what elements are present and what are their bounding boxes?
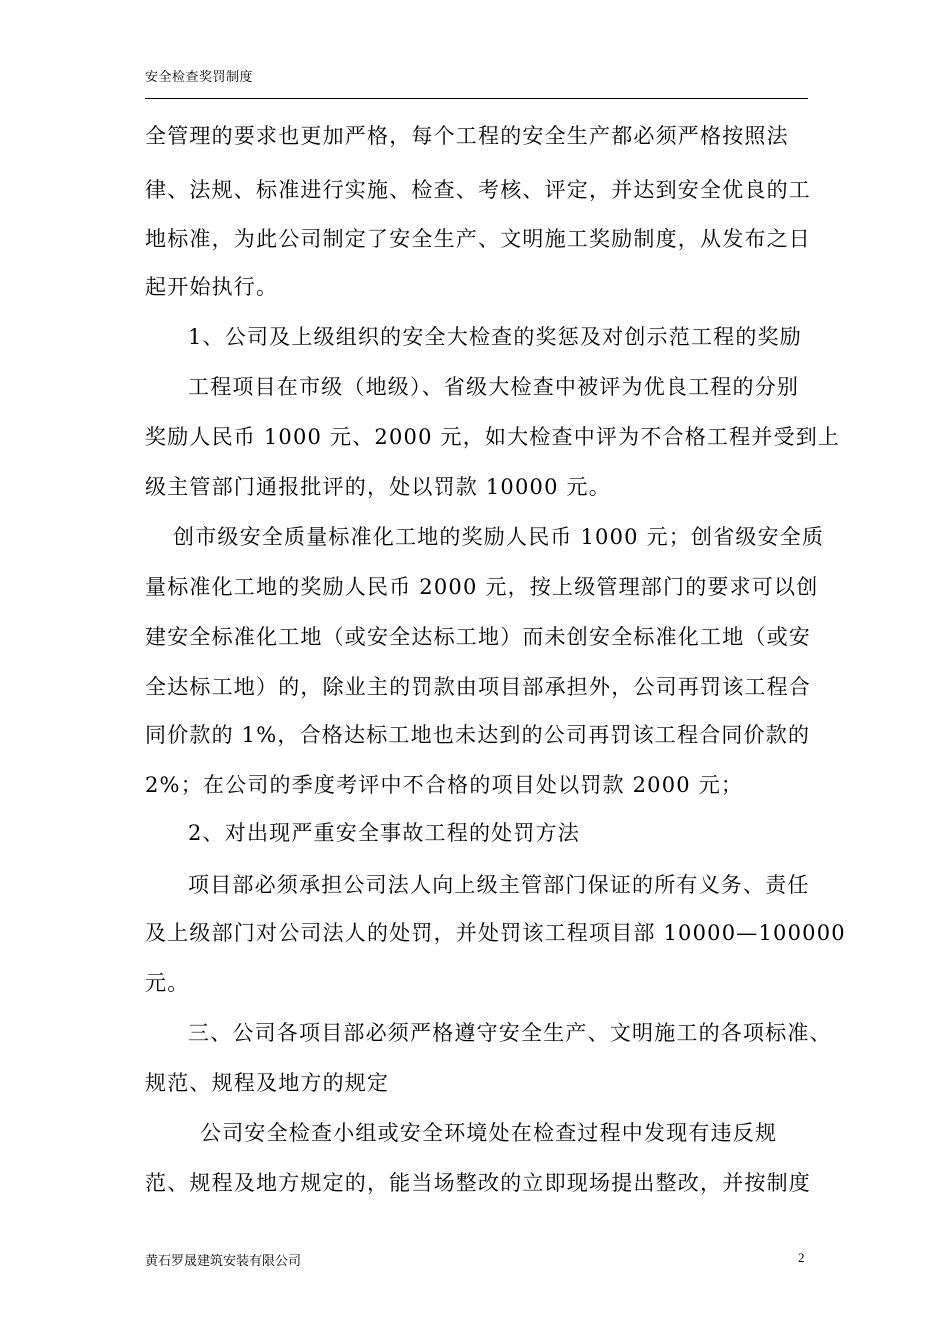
- body-line: 建安全标准化工地（或安全达标工地）而未创安全标准化工地（或安: [145, 625, 811, 649]
- section-heading: 2、对出现严重安全事故工程的处罚方法: [188, 821, 580, 845]
- body-line: 2%；在公司的季度考评中不合格的项目处以罚款 2000 元；: [145, 773, 744, 797]
- body-line: 及上级部门对公司法人的处罚，并处罚该工程项目部 10000—100000: [145, 921, 846, 945]
- page-header-title: 安全检查奖罚制度: [145, 70, 254, 85]
- body-line: 元。: [145, 971, 190, 995]
- body-line: 奖励人民币 1000 元、2000 元，如大检查中评为不合格工程并受到上: [145, 425, 841, 449]
- body-line: 起开始执行。: [145, 275, 279, 299]
- body-line: 全管理的要求也更加严格，每个工程的安全生产都必须严格按照法: [145, 124, 789, 148]
- footer-company-name: 黄石罗晟建筑安装有限公司: [145, 1254, 302, 1269]
- body-line: 范、规程及地方规定的，能当场整改的立即现场提出整改，并按制度: [145, 1171, 811, 1195]
- section-heading: 1、公司及上级组织的安全大检查的奖惩及对创示范工程的奖励: [188, 325, 802, 349]
- footer-page-number: 2: [798, 1250, 805, 1265]
- body-line: 地标准，为此公司制定了安全生产、文明施工奖励制度，从发布之日: [145, 227, 811, 251]
- body-line: 律、法规、标准进行实施、检查、考核、评定，并达到安全优良的工: [145, 178, 811, 202]
- header-divider: [145, 98, 808, 99]
- section-heading: 三、公司各项目部必须严格遵守安全生产、文明施工的各项标准、: [188, 1021, 832, 1045]
- body-line: 全达标工地）的，除业主的罚款由项目部承担外，公司再罚该工程合: [145, 675, 811, 699]
- body-line: 级主管部门通报批评的，处以罚款 10000 元。: [145, 475, 611, 499]
- body-line: 同价款的 1%，合格达标工地也未达到的公司再罚该工程合同价款的: [145, 723, 811, 747]
- body-line: 量标准化工地的奖励人民币 2000 元，按上级管理部门的要求可以创: [145, 575, 819, 599]
- body-line: 工程项目在市级（地级）、省级大检查中被评为优良工程的分别: [188, 375, 800, 399]
- body-line: 项目部必须承担公司法人向上级主管部门保证的所有义务、责任: [188, 873, 810, 897]
- section-heading: 规范、规程及地方的规定: [145, 1071, 390, 1095]
- body-line: 公司安全检查小组或安全环境处在检查过程中发现有违反规: [200, 1121, 778, 1145]
- body-line: 创市级安全质量标准化工地的奖励人民币 1000 元；创省级安全质: [173, 525, 825, 549]
